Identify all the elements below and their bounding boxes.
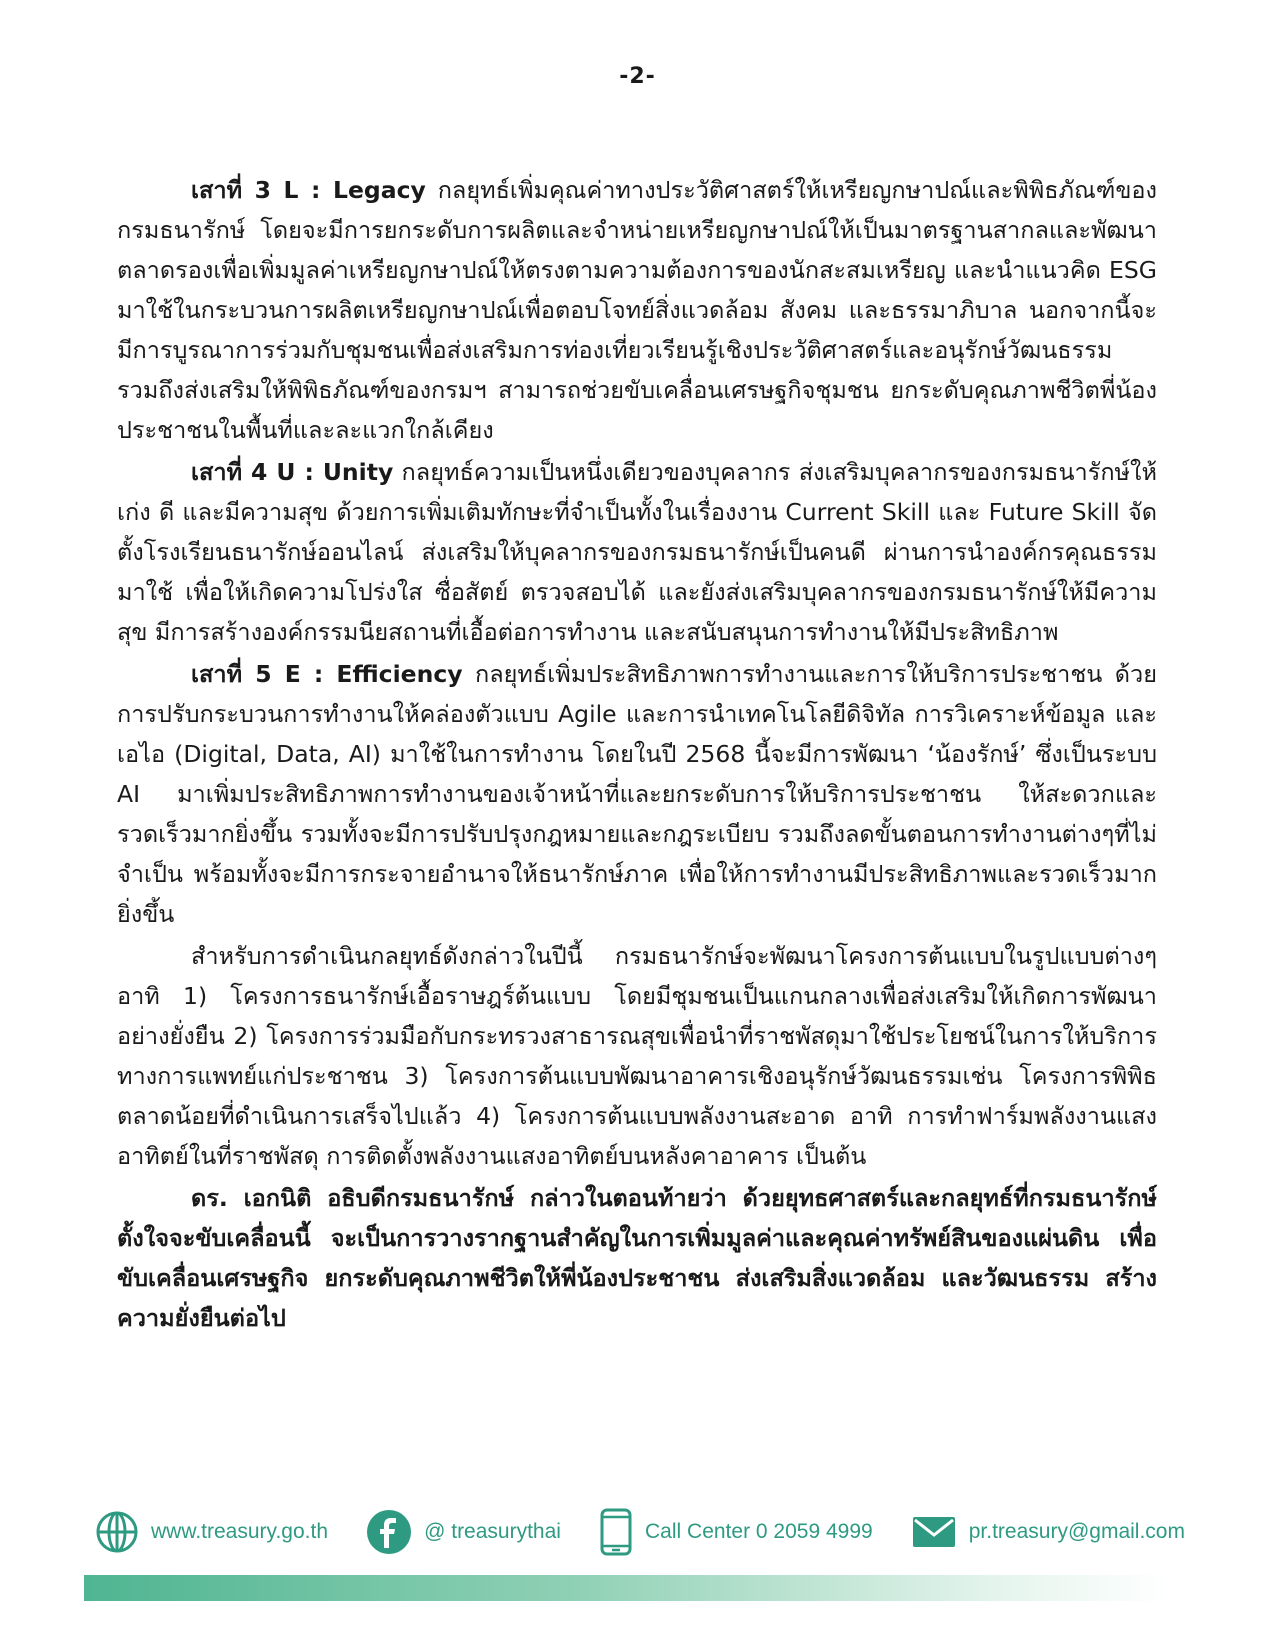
email-address[interactable]: pr.treasury@gmail.com: [968, 1520, 1185, 1543]
facebook-contact[interactable]: [366, 1509, 561, 1555]
paragraph-efficiency: [117, 654, 1157, 934]
paragraph-closing: ดร. เอกนิติ อธิบดีกรมธนารักษ์ กล่าวในตอนท้ายว่า ด้วยยุทธศาสตร์และกลยุทธ์ที่กรมธนารักษ์ตั้งใจจะขับเคลื่อนนี้ จะเป็นการวางรากฐานสำคัญในการเพิ่มมูลค่าและคุณค่าทรัพย์สินของแผ่นดิน เพื่อขับเคลื่อนเศรษฐกิจ ยกระดับคุณภาพชีวิตให้พี่น้องประชาชน ส่งเสริมสิ่งแวดล้อม และวัฒนธรรม สร้างความยั่งยืนต่อไป: [117, 1184, 1157, 1332]
website-link[interactable]: www.treasury.go.th: [151, 1520, 329, 1543]
paragraph-lead: เสาที่ 4 U : Unity: [191, 458, 394, 486]
mail-icon: [911, 1515, 957, 1549]
facebook-icon: [366, 1509, 412, 1555]
phone-icon: [599, 1508, 633, 1556]
paragraph-legacy: [117, 170, 1157, 450]
globe-icon: [95, 1510, 139, 1554]
paragraph-unity: [117, 452, 1157, 652]
paragraph-lead: เสาที่ 5 E : Efficiency: [191, 660, 463, 688]
paragraph-text: สำหรับการดำเนินกลยุทธ์ดังกล่าวในปีนี้ กรมธนารักษ์จะพัฒนาโครงการต้นแบบในรูปแบบต่างๆ อาทิ 1) โครงการธนารักษ์เอื้อราษฎร์ต้นแบบ โดยมีชุมชนเป็นแกนกลางเพื่อส่งเสริมให้เกิดการพัฒนาอย่างยั่งยืน 2) โครงการร่วมมือกับกระทรวงสาธารณสุขเพื่อนำที่ราชพัสดุมาใช้ประโยชน์ในการให้บริการทางการแพทย์แก่ประชาชน 3) โครงการต้นแบบพัฒนาอาคารเชิงอนุรักษ์วัฒนธรรมเช่น โครงการพิพิธตลาดน้อยที่ดำเนินการเสร็จไปแล้ว 4) โครงการต้นแบบพลังงานสะอาด อาทิ การทำฟาร์มพลังงานแสงอาทิตย์ในที่ราชพัสดุ การติดตั้งพลังงานแสงอาทิตย์บนหลังคาอาคาร เป็นต้น: [117, 942, 1157, 1170]
paragraph-lead: เสาที่ 3 L : Legacy: [191, 176, 426, 204]
article-body: [117, 170, 1157, 1340]
footer-gradient-bar: [84, 1575, 1169, 1601]
call-center-contact[interactable]: [599, 1508, 873, 1556]
call-center-number[interactable]: Call Center 0 2059 4999: [645, 1520, 873, 1543]
website-contact[interactable]: [95, 1510, 328, 1554]
facebook-handle[interactable]: @ treasurythai: [424, 1520, 561, 1543]
page-number: -2-: [619, 64, 656, 89]
paragraph-projects: [117, 936, 1157, 1176]
email-contact[interactable]: [911, 1515, 1185, 1549]
paragraph-text: กลยุทธ์เพิ่มคุณค่าทางประวัติศาสตร์ให้เหรียญกษาปณ์และพิพิธภัณฑ์ของกรมธนารักษ์ โดยจะมีการยกระดับการผลิตและจำหน่ายเหรียญกษาปณ์ให้เป็นมาตรฐานสากลและพัฒนาตลาดรองเพื่อเพิ่มมูลค่าเหรียญกษาปณ์ให้ตรงตามความต้องการของนักสะสมเหรียญ และนำแนวคิด ESG มาใช้ในกระบวนการผลิตเหรียญกษาปณ์เพื่อตอบโจทย์สิ่งแวดล้อม สังคม และธรรมาภิบาล นอกจากนี้จะมีการบูรณาการร่วมกับชุมชนเพื่อส่งเสริมการท่องเที่ยวเรียนรู้เชิงประวัติศาสตร์และอนุรักษ์วัฒนธรรม รวมถึงส่งเสริมให้พิพิธภัณฑ์ของกรมฯ สามารถช่วยขับเคลื่อนเศรษฐกิจชุมชน ยกระดับคุณภาพชีวิตพี่น้องประชาชนในพื้นที่และละแวกใกล้เคียง: [117, 176, 1157, 444]
paragraph-text: กลยุทธ์เพิ่มประสิทธิภาพการทำงานและการให้บริการประชาชน ด้วยการปรับกระบวนการทำงานให้คล่องตัวแบบ Agile และการนำเทคโนโลยีดิจิทัล การวิเคราะห์ข้อมูล และเอไอ (Digital, Data, AI) มาใช้ในการทำงาน โดยในปี 2568 นี้จะมีการพัฒนา ‘น้องรักษ์’ ซึ่งเป็นระบบ AI มาเพิ่มประสิทธิภาพการทำงานของเจ้าหน้าที่และยกระดับการให้บริการประชาชน ให้สะดวกและรวดเร็วมากยิ่งขึ้น รวมทั้งจะมีการปรับปรุงกฎหมายและกฎระเบียบ รวมถึงลดขั้นตอนการทำงานต่างๆที่ไม่จำเป็น พร้อมทั้งจะมีการกระจายอำนาจให้ธนารักษ์ภาค เพื่อให้การทำงานมีประสิทธิภาพและรวดเร็วมากยิ่งขึ้น: [117, 660, 1157, 928]
footer-contacts: [95, 1504, 1185, 1560]
paragraph-text: กลยุทธ์ความเป็นหนึ่งเดียวของบุคลากร ส่งเสริมบุคลากรของกรมธนารักษ์ให้ เก่ง ดี และมีความสุข ด้วยการเพิ่มเติมทักษะที่จำเป็นทั้งในเรื่องงาน Current Skill และ Future Skill จัดตั้งโรงเรียนธนารักษ์ออนไลน์ ส่งเสริมให้บุคลากรของกรมธนารักษ์เป็นคนดี ผ่านการนำองค์กรคุณธรรมมาใช้ เพื่อให้เกิดความโปร่งใส ซื่อสัตย์ ตรวจสอบได้ และยังส่งเสริมบุคลากรของกรมธนารักษ์ให้มีความสุข มีการสร้างองค์กรรมนียสถานที่เอื้อต่อการทำงาน และสนับสนุนการทำงานให้มีประสิทธิภาพ: [117, 458, 1158, 646]
